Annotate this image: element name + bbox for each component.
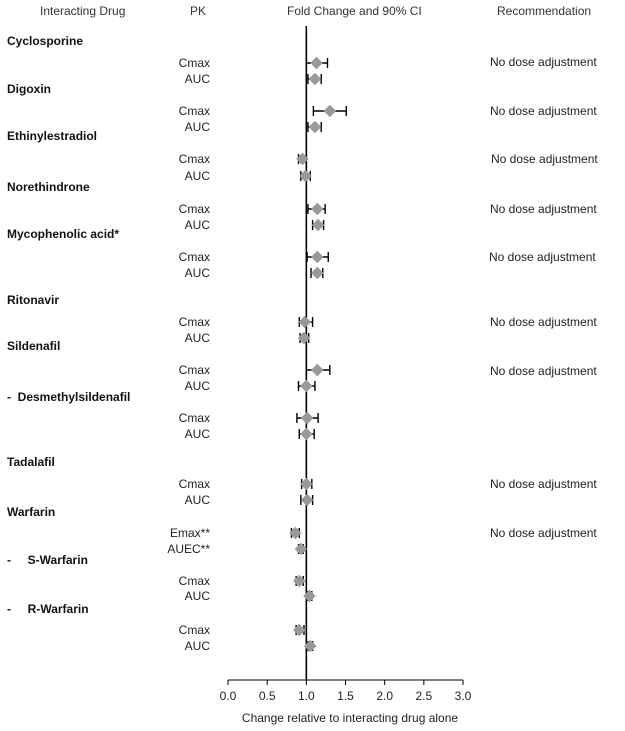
point-estimate-marker bbox=[300, 428, 312, 440]
recommendation-text: No dose adjustment bbox=[490, 364, 597, 378]
pk-label: Cmax bbox=[178, 363, 210, 377]
pk-label: AUC bbox=[184, 218, 210, 232]
pk-label: Cmax bbox=[178, 104, 210, 118]
header-recommendation: Recommendation bbox=[497, 4, 592, 18]
x-tick-label: 1.0 bbox=[297, 689, 315, 703]
pk-label: AUEC** bbox=[167, 542, 210, 556]
drug-label: Ethinylestradiol bbox=[7, 129, 98, 143]
drug-label: - Desmethylsildenafil bbox=[7, 390, 131, 404]
drug-label: Norethindrone bbox=[7, 180, 90, 194]
drug-label: Tadalafil bbox=[7, 455, 55, 469]
x-axis-label: Change relative to interacting drug alone bbox=[241, 711, 459, 725]
drug-label: Mycophenolic acid* bbox=[7, 227, 120, 241]
pk-label: AUC bbox=[184, 120, 210, 134]
pk-label: AUC bbox=[184, 379, 210, 393]
drug-label: Digoxin bbox=[7, 82, 51, 96]
point-estimate-marker bbox=[311, 251, 323, 263]
pk-label: Cmax bbox=[178, 623, 210, 637]
x-tick-label: 1.5 bbox=[337, 689, 354, 703]
pk-label: Cmax bbox=[178, 477, 210, 491]
recommendation-text: No dose adjustment bbox=[490, 477, 597, 491]
point-estimate-marker bbox=[303, 590, 315, 602]
header-interacting-drug: Interacting Drug bbox=[40, 4, 126, 18]
header-fold-change: Fold Change and 90% CI bbox=[287, 4, 422, 18]
x-tick-label: 2.5 bbox=[415, 689, 433, 703]
point-estimate-marker bbox=[309, 121, 321, 133]
x-tick-label: 0.5 bbox=[258, 689, 276, 703]
pk-label: AUC bbox=[184, 266, 210, 280]
recommendation-text: No dose adjustment bbox=[491, 152, 598, 166]
pk-label: Cmax bbox=[178, 315, 210, 329]
pk-label: AUC bbox=[184, 639, 210, 653]
recommendation-text: No dose adjustment bbox=[490, 315, 597, 329]
recommendation-text: No dose adjustment bbox=[490, 55, 597, 69]
point-estimate-marker bbox=[295, 543, 307, 555]
pk-label: Cmax bbox=[178, 152, 210, 166]
point-estimate-marker bbox=[309, 73, 321, 85]
x-tick-label: 2.0 bbox=[376, 689, 394, 703]
drug-label: Warfarin bbox=[7, 505, 56, 519]
x-tick-label: 3.0 bbox=[454, 689, 472, 703]
point-estimate-marker bbox=[299, 316, 311, 328]
pk-label: Cmax bbox=[178, 250, 210, 264]
point-estimate-marker bbox=[311, 364, 323, 376]
x-tick-label: 0.0 bbox=[219, 689, 237, 703]
pk-label: AUC bbox=[184, 589, 210, 603]
pk-label: Cmax bbox=[178, 411, 210, 425]
pk-label: AUC bbox=[184, 331, 210, 345]
drug-label: - S-Warfarin bbox=[7, 553, 88, 567]
point-estimate-marker bbox=[301, 494, 313, 506]
point-estimate-marker bbox=[311, 267, 323, 279]
point-estimate-marker bbox=[312, 219, 324, 231]
point-estimate-marker bbox=[300, 380, 312, 392]
point-estimate-marker bbox=[324, 105, 336, 117]
pk-label: Emax** bbox=[169, 526, 210, 540]
drug-label: Ritonavir bbox=[7, 293, 60, 307]
point-estimate-marker bbox=[311, 57, 323, 69]
pk-label: AUC bbox=[184, 72, 210, 86]
recommendation-text: No dose adjustment bbox=[490, 104, 597, 118]
pk-label: AUC bbox=[184, 493, 210, 507]
plot-area bbox=[167, 26, 471, 703]
pk-label: Cmax bbox=[178, 56, 210, 70]
recommendation-text: No dose adjustment bbox=[490, 202, 597, 216]
recommendation-text: No dose adjustment bbox=[489, 250, 596, 264]
header-pk: PK bbox=[190, 4, 207, 18]
pk-label: Cmax bbox=[178, 202, 210, 216]
drug-label: Sildenafil bbox=[7, 339, 61, 353]
drug-label: - R-Warfarin bbox=[7, 602, 89, 616]
point-estimate-marker bbox=[311, 203, 323, 215]
recommendation-text: No dose adjustment bbox=[490, 526, 597, 540]
point-estimate-marker bbox=[301, 412, 313, 424]
pk-label: AUC bbox=[184, 169, 210, 183]
pk-label: AUC bbox=[184, 427, 210, 441]
pk-label: Cmax bbox=[178, 574, 210, 588]
drug-label: Cyclosporine bbox=[7, 34, 84, 48]
